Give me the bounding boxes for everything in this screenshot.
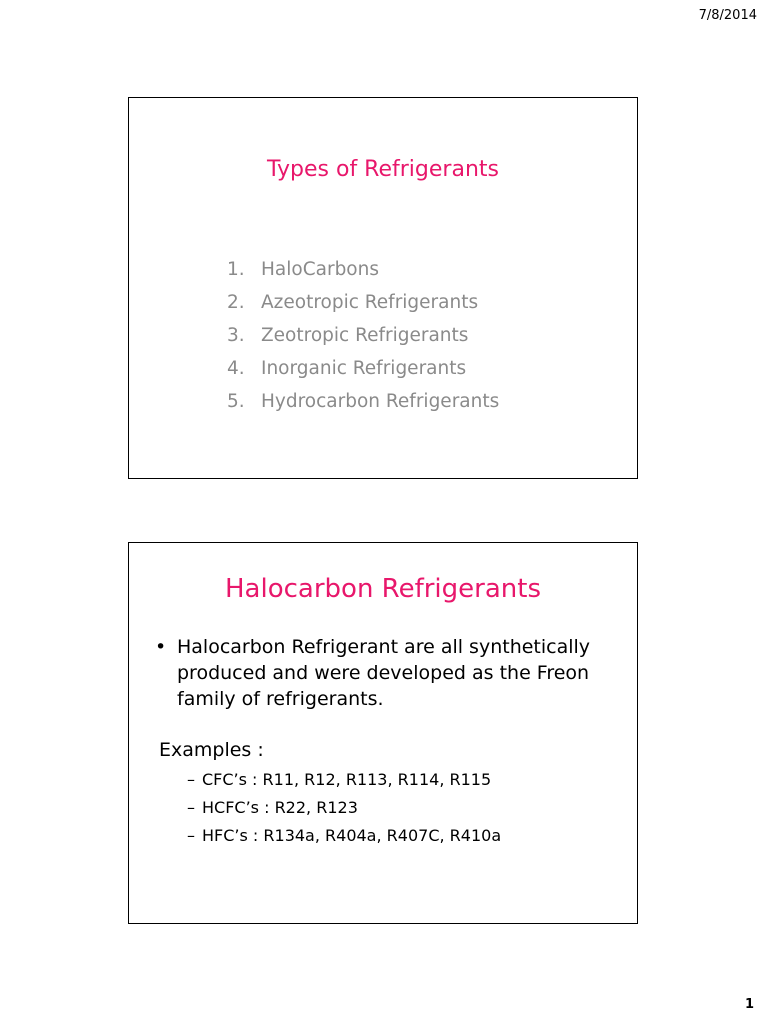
examples-list <box>187 769 501 853</box>
example-item <box>187 797 501 825</box>
list-item-number: 2. <box>227 292 245 313</box>
example-item <box>187 769 501 797</box>
list-item <box>227 388 499 421</box>
dash-icon: – <box>187 826 195 845</box>
list-item-label: Hydrocarbon Refrigerants <box>261 391 500 412</box>
refrigerant-type-list <box>227 256 499 421</box>
list-item <box>227 289 499 322</box>
examples-label: Examples : <box>159 739 264 761</box>
list-item-number: 4. <box>227 358 245 379</box>
list-item-label: HaloCarbons <box>261 259 379 280</box>
list-item <box>227 256 499 289</box>
slide-title: Halocarbon Refrigerants <box>225 574 541 604</box>
bullet-point <box>155 634 625 712</box>
list-item <box>227 322 499 355</box>
list-item-number: 1. <box>227 259 245 280</box>
slide-title: Types of Refrigerants <box>267 157 499 182</box>
bullet-text: Halocarbon Refrigerant are all synthetically produced and were developed as the Freon family of refrigerants. <box>177 636 591 710</box>
example-item <box>187 825 501 853</box>
page-number: 1 <box>744 997 754 1012</box>
example-text: CFC’s : R11, R12, R113, R114, R115 <box>202 770 492 789</box>
example-text: HCFC’s : R22, R123 <box>202 798 358 817</box>
slide-types-of-refrigerants <box>128 97 638 479</box>
dash-icon: – <box>187 770 195 789</box>
list-item-label: Inorganic Refrigerants <box>261 358 467 379</box>
list-item-label: Zeotropic Refrigerants <box>261 325 469 346</box>
list-item-number: 5. <box>227 391 245 412</box>
dash-icon: – <box>187 798 195 817</box>
example-text: HFC’s : R134a, R404a, R407C, R410a <box>202 826 502 845</box>
bullet-icon: • <box>155 636 167 658</box>
list-item-number: 3. <box>227 325 245 346</box>
slide-halocarbon-refrigerants <box>128 542 638 924</box>
page-date: 7/8/2014 <box>698 8 757 23</box>
list-item <box>227 355 499 388</box>
list-item-label: Azeotropic Refrigerants <box>261 292 479 313</box>
